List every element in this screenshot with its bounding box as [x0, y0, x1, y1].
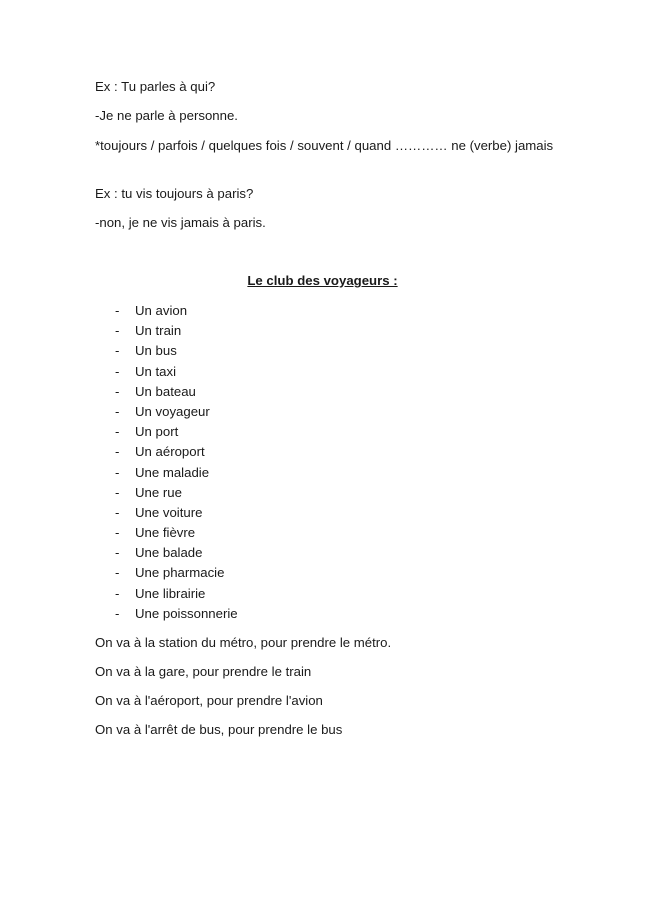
list-item-text: Un train [135, 323, 182, 339]
sentence-train: On va à la gare, pour prendre le train [95, 664, 312, 679]
list-item-text: Une balade [135, 545, 203, 561]
list-item-text: Une librairie [135, 585, 206, 601]
list-item-text: Une fièvre [135, 525, 196, 541]
list-bullet: - [115, 363, 120, 379]
list-bullet: - [115, 383, 120, 399]
list-item-text: Une voiture [135, 504, 203, 520]
example-answer-2: -non, je ne vis jamais à paris. [95, 215, 266, 230]
list-bullet: - [115, 565, 120, 581]
section-title: Le club des voyageurs : [247, 273, 398, 288]
list-bullet: - [115, 424, 120, 440]
list-bullet: - [115, 323, 120, 339]
list-item-text: Une rue [135, 484, 182, 500]
list-item-text: Une pharmacie [135, 565, 225, 581]
list-item-text: Une poissonnerie [135, 605, 238, 621]
list-item-text: Un bus [135, 343, 177, 359]
example-question-2: Ex : tu vis toujours à paris? [95, 186, 254, 201]
list-bullet: - [115, 444, 120, 460]
list-item-text: Un bateau [135, 383, 196, 399]
list-item-text: Un aéroport [135, 444, 205, 460]
sentence-bus: On va à l'arrêt de bus, pour prendre le bus [95, 722, 343, 737]
sentence-avion: On va à l'aéroport, pour prendre l'avion [95, 693, 323, 708]
list-bullet: - [115, 585, 120, 601]
list-bullet: - [115, 545, 120, 561]
list-bullet: - [115, 504, 120, 520]
list-bullet: - [115, 525, 120, 541]
list-bullet: - [115, 303, 120, 318]
list-item-text: Un taxi [135, 363, 177, 379]
list-item-text: Une maladie [135, 464, 210, 480]
list-bullet: - [115, 605, 120, 621]
adverb-rule: *toujours / parfois / quelques fois / souvent / quand ………… ne (verbe) jamais [95, 138, 554, 153]
list-bullet: - [115, 343, 120, 359]
list-bullet: - [115, 484, 120, 500]
list-bullet: - [115, 403, 120, 419]
example-question-1: Ex : Tu parles à qui? [95, 79, 216, 94]
example-answer-1: -Je ne parle à personne. [95, 108, 238, 123]
list-item-text: Un avion [135, 303, 188, 318]
list-item-text: Un port [135, 424, 179, 440]
list-bullet: - [115, 464, 120, 480]
list-item-text: Un voyageur [135, 403, 210, 419]
sentence-metro: On va à la station du métro, pour prendre le métro. [95, 635, 392, 650]
